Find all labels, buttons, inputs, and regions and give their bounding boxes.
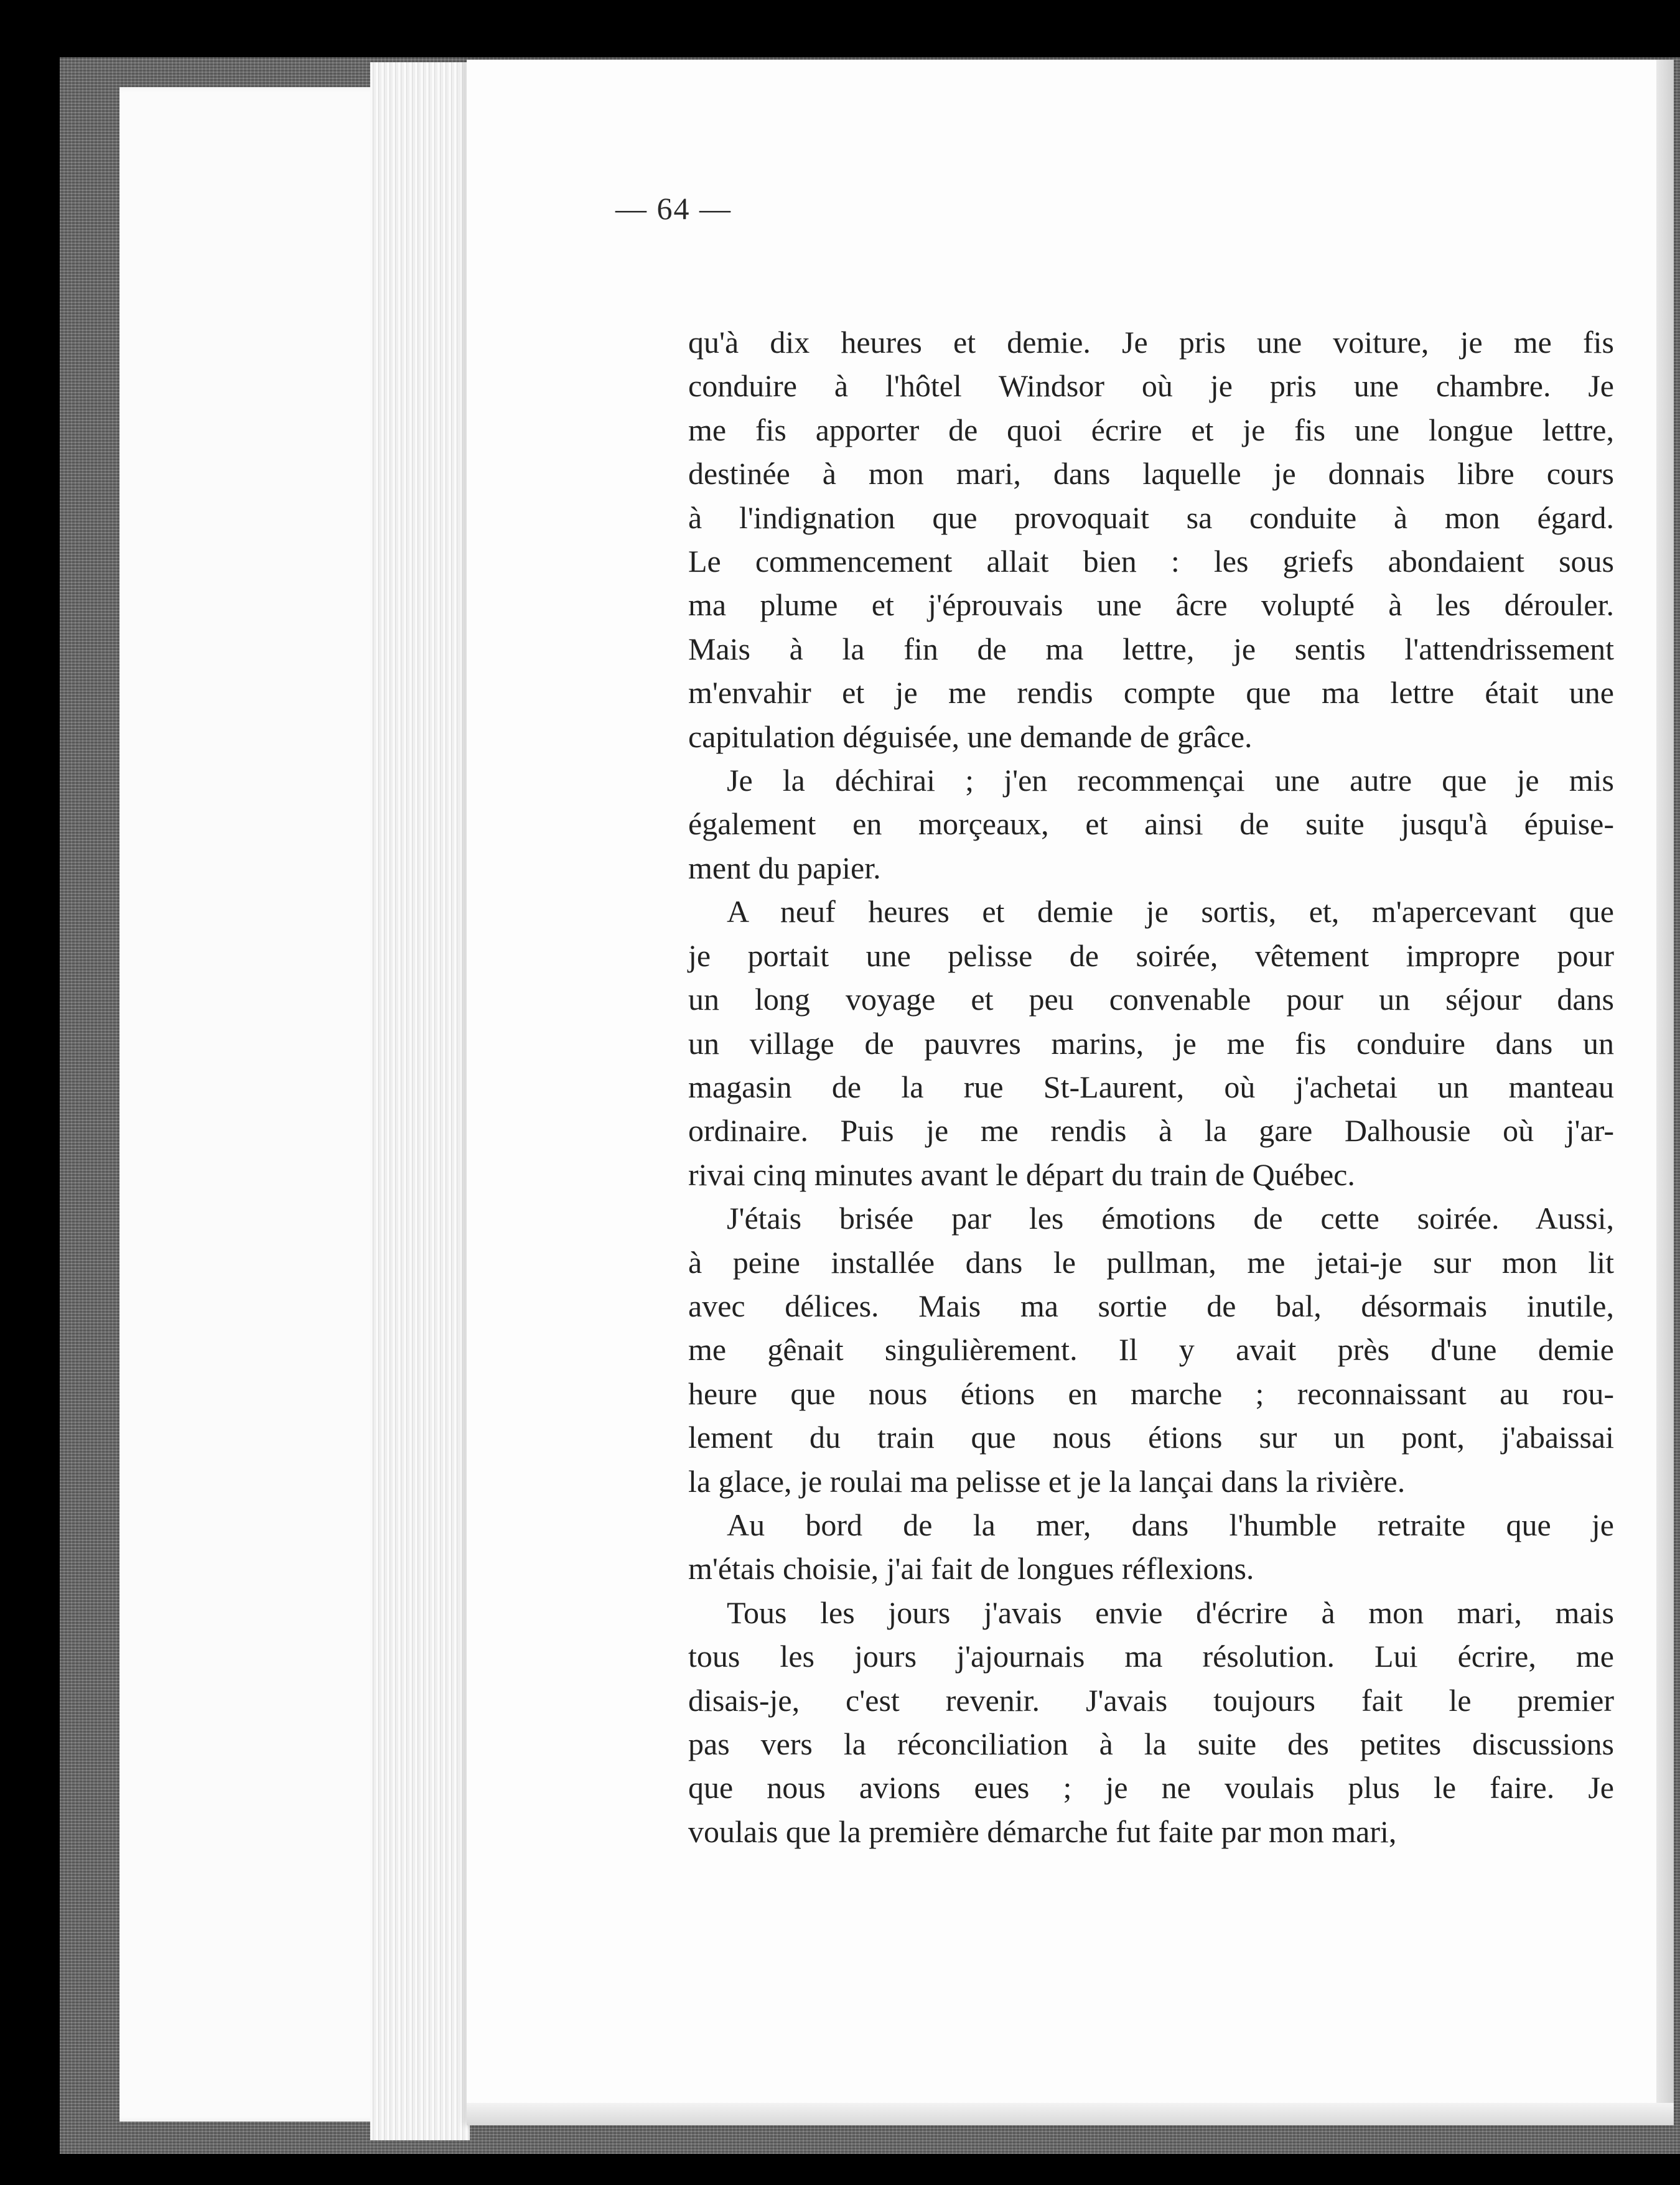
paragraph	[688, 1591, 1614, 1853]
text-line: m'étais choisie, j'ai fait de longues réflexions.	[688, 1551, 1254, 1586]
text-line: J'étais brisée par les émotions de cette soirée. Aussi,	[727, 1201, 1614, 1236]
text-line: qu'à dix heures et demie. Je pris une voiture, je me fis	[688, 325, 1614, 360]
text-line: destinée à mon mari, dans laquelle je donnais libre cours	[688, 456, 1614, 492]
text-line: rivai cinq minutes avant le départ du train de Québec.	[688, 1157, 1355, 1192]
text-line: m'envahir et je me rendis compte que ma lettre était une	[688, 675, 1614, 710]
text-line: Je la déchirai ; j'en recommençai une autre que je mis	[727, 763, 1614, 798]
text-line: un long voyage et peu convenable pour un séjour dans	[688, 982, 1614, 1017]
text-line: la glace, je roulai ma pelisse et je la lançai dans la rivière.	[688, 1463, 1406, 1499]
text-line: avec délices. Mais ma sortie de bal, désormais inutile,	[688, 1288, 1614, 1323]
text-line: me gênait singulièrement. Il y avait près d'une demie	[688, 1332, 1614, 1367]
paragraph	[688, 890, 1614, 1196]
text-line: à l'indignation que provoquait sa conduite à mon égard.	[688, 500, 1614, 535]
page-number: — 64 —	[615, 191, 732, 226]
text-line: disais-je, c'est revenir. J'avais toujours fait le premier	[688, 1682, 1614, 1718]
text-line: je portait une pelisse de soirée, vêtement impropre pour	[688, 938, 1614, 973]
text-line: pas vers la réconciliation à la suite des petites discussions	[688, 1726, 1614, 1761]
text-line: Au bord de la mer, dans l'humble retraite que je	[727, 1507, 1614, 1542]
text-line: A neuf heures et demie je sortis, et, m'apercevant que	[727, 894, 1614, 929]
paragraph	[688, 1196, 1614, 1503]
text-line: voulais que la première démarche fut faite par mon mari,	[688, 1814, 1397, 1849]
text-line: Mais à la fin de ma lettre, je sentis l'attendrissement	[688, 631, 1614, 666]
text-line: capitulation déguisée, une demande de grâce.	[688, 719, 1253, 754]
text-line: magasin de la rue St-Laurent, où j'achetai un manteau	[688, 1069, 1614, 1104]
page-right-edge	[1656, 60, 1674, 2125]
text-line: ment du papier.	[688, 850, 881, 885]
page-bottom-edge	[467, 2103, 1674, 2125]
page-edges	[370, 62, 470, 2140]
text-line: Le commencement allait bien : les griefs abondaient sous	[688, 544, 1614, 579]
text-line: que nous avions eues ; je ne voulais plus le faire. Je	[688, 1770, 1614, 1805]
text-line: un village de pauvres marins, je me fis conduire dans un	[688, 1025, 1614, 1061]
text-line: heure que nous étions en marche ; reconnaissant au rou-	[688, 1376, 1614, 1411]
text-line: ordinaire. Puis je me rendis à la gare Dalhousie où j'ar-	[688, 1113, 1614, 1148]
text-line: lement du train que nous étions sur un pont, j'abaissai	[688, 1420, 1614, 1455]
endpaper	[119, 87, 381, 2122]
page-text	[688, 320, 1614, 1853]
text-line: également en morçeaux, et ainsi de suite jusqu'à épuise-	[688, 806, 1614, 842]
paragraph	[688, 320, 1614, 758]
text-line: me fis apporter de quoi écrire et je fis une longue lettre,	[688, 412, 1614, 447]
text-line: à peine installée dans le pullman, me jetai-je sur mon lit	[688, 1244, 1614, 1280]
text-line: Tous les jours j'avais envie d'écrire à mon mari, mais	[727, 1595, 1614, 1630]
text-line: tous les jours j'ajournais ma résolution. Lui écrire, me	[688, 1639, 1614, 1674]
paragraph	[688, 758, 1614, 890]
text-line: ma plume et j'éprouvais une âcre volupté à les dérouler.	[688, 587, 1614, 623]
paragraph	[688, 1503, 1614, 1591]
text-line: conduire à l'hôtel Windsor où je pris une chambre. Je	[688, 368, 1614, 404]
